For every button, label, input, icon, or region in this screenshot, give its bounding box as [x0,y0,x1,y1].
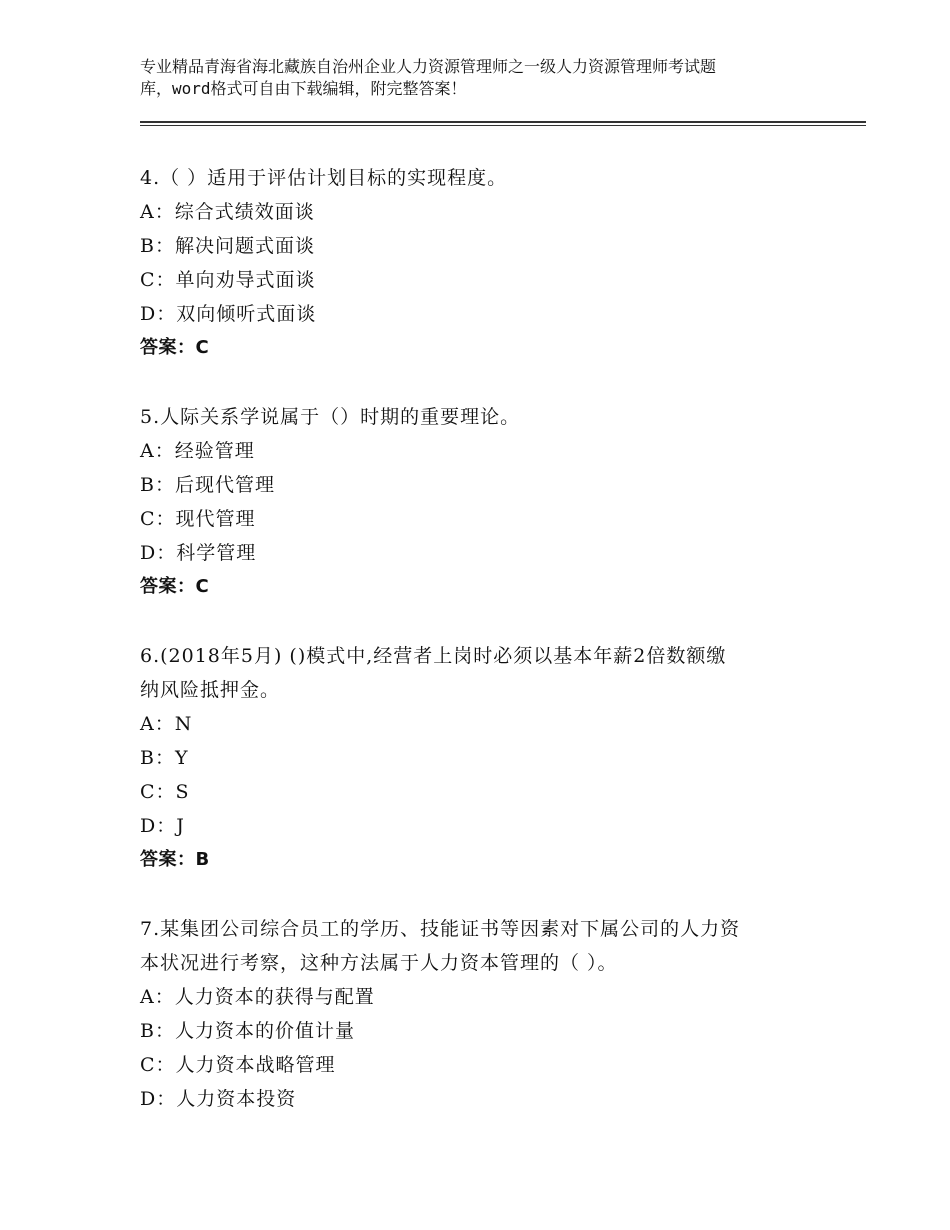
option-a: A：人力资本的获得与配置 [140,986,375,1008]
option-b: B：人力资本的价值计量 [140,1020,355,1042]
header-line-1: 专业精品青海省海北藏族自治州企业人力资源管理师之一级人力资源管理师考试题 [140,57,717,76]
option-c: C：人力资本战略管理 [140,1054,336,1076]
question-6 [140,639,820,877]
option-a: A：综合式绩效面谈 [140,201,315,223]
question-4 [140,161,820,365]
document-header [140,56,830,100]
question-stem: 4.（ ）适用于评估计划目标的实现程度。 [140,167,508,189]
question-stem: 5.人际关系学说属于（）时期的重要理论。 [140,406,521,428]
question-stem-line-1: 6.(2018年5月) ()模式中,经营者上岗时必须以基本年薪2倍数额缴 [140,645,727,667]
option-b: B：Y [140,747,189,769]
question-7 [140,912,820,1116]
answer: 答案：C [140,576,210,597]
option-a: A：经验管理 [140,440,255,462]
question-stem-line-2: 纳风险抵押金。 [140,679,281,701]
option-c: C：单向劝导式面谈 [140,269,316,291]
option-d: D：J [140,815,185,837]
header-divider [140,121,866,123]
header-line-2: 库，word格式可自由下载编辑，附完整答案！ [140,79,467,98]
question-stem-line-2: 本状况进行考察，这种方法属于人力资本管理的（ ）。 [140,952,618,974]
question-stem-line-1: 7.某集团公司综合员工的学历、技能证书等因素对下属公司的人力资 [140,918,741,940]
option-a: A：N [140,713,193,735]
option-b: B：后现代管理 [140,474,275,496]
header-divider-thin [140,125,866,126]
question-5 [140,400,820,604]
answer: 答案：C [140,337,210,358]
option-d: D：人力资本投资 [140,1088,297,1110]
option-b: B：解决问题式面谈 [140,235,315,257]
option-c: C：S [140,781,190,803]
option-d: D：双向倾听式面谈 [140,303,317,325]
answer: 答案：B [140,849,210,870]
option-c: C：现代管理 [140,508,256,530]
option-d: D：科学管理 [140,542,257,564]
